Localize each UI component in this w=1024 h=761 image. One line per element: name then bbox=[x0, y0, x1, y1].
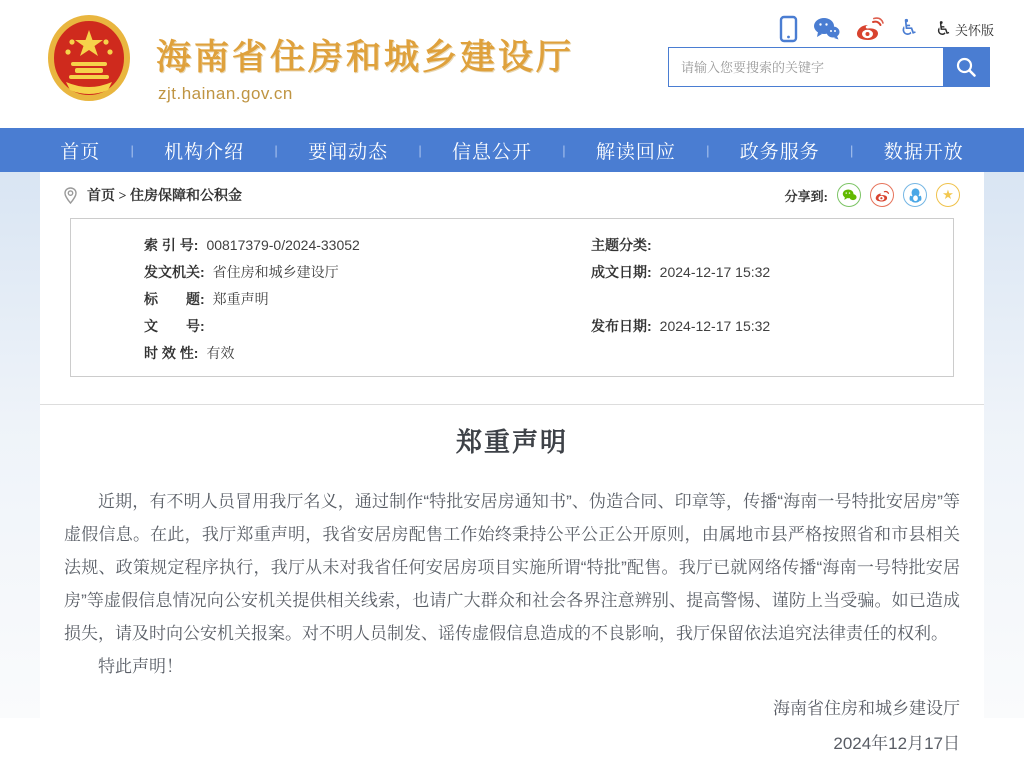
site-header bbox=[0, 0, 1024, 128]
share-wechat-icon[interactable] bbox=[837, 183, 861, 207]
article-paragraph: 特此声明！ bbox=[98, 657, 183, 676]
meta-row-publish-date: 发布日期: 2024-12-17 15:32 bbox=[591, 317, 771, 334]
header-utility-icons bbox=[780, 16, 994, 42]
search-button[interactable] bbox=[943, 48, 989, 86]
article-body bbox=[64, 485, 960, 683]
share-qzone-icon[interactable] bbox=[936, 183, 960, 207]
nav-item-news[interactable]: 要闻动态 bbox=[308, 141, 389, 163]
meta-row-empty bbox=[591, 339, 953, 366]
care-version-button[interactable] bbox=[934, 17, 994, 40]
signature-date: 2024年12月17日 bbox=[833, 734, 960, 753]
site-title: 海南省住房和城乡建设厅 bbox=[156, 38, 575, 77]
nav-item-home[interactable]: 首页 bbox=[60, 141, 101, 163]
nav-item-info-disclosure[interactable]: 信息公开 bbox=[451, 141, 532, 163]
share-weibo-icon[interactable] bbox=[870, 183, 894, 207]
care-wheelchair-icon: ♿ bbox=[934, 17, 952, 40]
article-title: 郑重声明 bbox=[455, 428, 568, 457]
accessibility-icon[interactable]: ♿ bbox=[899, 16, 919, 41]
nav-item-gov-services[interactable]: 政务服务 bbox=[739, 141, 820, 163]
star-glyph: ★ bbox=[942, 187, 954, 202]
meta-row-issuing-agency: 发文机关: 省住房和城乡建设厅 bbox=[144, 263, 339, 280]
national-emblem-logo bbox=[48, 16, 130, 104]
article-paragraph: 近期，有不明人员冒用我厅名义，通过制作“特批安居房通知书”、伪造合同、印章等，传播“海南一号特批安居房”等虚假信息。在此，我厅郑重声明，我省安居房配售工作始终秉持公平公正公开原则，由属地市县严格按照省和市县相关法规、政策规定程序执行，我厅从未对我省任何安居房项目实施所谓“特批”配售。我厅已就网络传播“海南一号特批安居房”等虚假信息情况向公安机关提供相关线索，也请广大群众和社会各界注意辨别、提高警惕、谨防上当受骗。如已造成损失，请及时向公安机关报案。对不明人员制发、谣传虚假信息造成的不良影响，我厅保留依法追究法律责任的权利。 bbox=[64, 492, 960, 643]
meta-row-topic-category: 主题分类: bbox=[591, 236, 652, 253]
share-bar bbox=[785, 183, 960, 207]
search-icon bbox=[955, 56, 977, 78]
meta-row-validity: 时 效 性: 有效 bbox=[144, 344, 235, 361]
content-panel bbox=[40, 172, 984, 753]
wechat-icon[interactable] bbox=[813, 17, 840, 41]
document-meta-table bbox=[70, 218, 954, 377]
weibo-icon[interactable] bbox=[856, 17, 883, 41]
main-nav bbox=[0, 128, 1024, 172]
meta-row-written-date: 成文日期: 2024-12-17 15:32 bbox=[591, 263, 771, 280]
meta-row-index-number: 索 引 号: 00817379-0/2024-33052 bbox=[144, 236, 360, 253]
nav-item-interpretation[interactable]: 解读回应 bbox=[595, 141, 676, 163]
section-divider bbox=[40, 404, 984, 405]
meta-row-empty bbox=[591, 285, 953, 312]
nav-separator: | bbox=[850, 142, 854, 158]
nav-separator: | bbox=[274, 142, 278, 158]
nav-separator: | bbox=[418, 142, 422, 158]
search-input[interactable] bbox=[669, 48, 943, 86]
nav-separator: | bbox=[130, 142, 134, 158]
site-url: zjt.hainan.gov.cn bbox=[158, 84, 293, 103]
nav-separator: | bbox=[562, 142, 566, 158]
nav-item-org-intro[interactable]: 机构介绍 bbox=[164, 141, 245, 163]
breadcrumb[interactable] bbox=[64, 185, 242, 205]
nav-separator: | bbox=[706, 142, 710, 158]
page-background bbox=[0, 172, 1024, 753]
meta-row-doc-number: 文 号: bbox=[144, 317, 205, 334]
location-pin-icon bbox=[64, 187, 77, 204]
article-signature bbox=[64, 691, 960, 761]
meta-row-title: 标 题: 郑重声明 bbox=[144, 290, 269, 307]
breadcrumb-text: 首页 > 住房保障和公积金 bbox=[87, 189, 242, 204]
signature-agency: 海南省住房和城乡建设厅 bbox=[773, 699, 960, 718]
site-search bbox=[668, 47, 990, 87]
mobile-icon[interactable] bbox=[780, 16, 797, 42]
share-qq-icon[interactable] bbox=[903, 183, 927, 207]
share-label: 分享到: bbox=[784, 188, 828, 204]
nav-item-open-data[interactable]: 数据开放 bbox=[883, 141, 964, 163]
care-version-label: 关怀版 bbox=[954, 22, 994, 38]
